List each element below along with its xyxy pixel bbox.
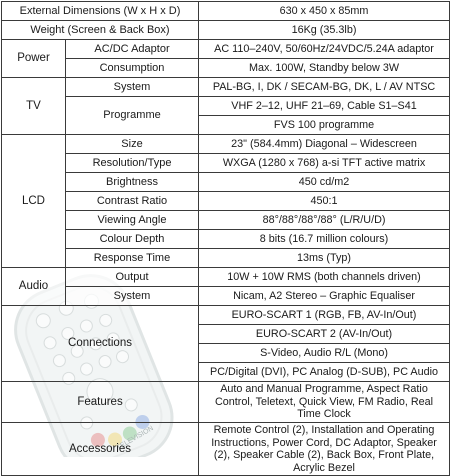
table-row — [2, 2, 450, 21]
spec-label: Size — [66, 135, 199, 154]
spec-value: EURO-SCART 2 (AV-In/Out) — [199, 325, 450, 344]
spec-label: Contrast Ratio — [66, 192, 199, 211]
spec-label: System — [66, 78, 199, 97]
table-row — [2, 40, 450, 59]
table-row — [2, 97, 450, 116]
table-row — [2, 135, 450, 154]
category-tv: TV — [2, 78, 66, 135]
table-row — [2, 192, 450, 211]
spec-label: Weight (Screen & Back Box) — [2, 21, 199, 40]
spec-label: Programme — [66, 97, 199, 135]
category-power: Power — [2, 40, 66, 78]
category-connections: Connections — [2, 306, 199, 382]
table-row — [2, 287, 450, 306]
spec-value: Max. 100W, Standby below 3W — [199, 59, 450, 78]
table-row — [2, 306, 450, 325]
table-row — [2, 382, 450, 423]
spec-value: Remote Control (2), Installation and Operating Instructions, Power Cord, DC Adaptor, Speaker (2), Speaker Cable (2), Back Box, Front Plate, Acrylic Bezel — [199, 423, 450, 476]
spec-label: Output — [66, 268, 199, 287]
category-accessories: Accessories — [2, 423, 199, 476]
table-row — [2, 78, 450, 97]
spec-label: Brightness — [66, 173, 199, 192]
table-row — [2, 268, 450, 287]
spec-label: System — [66, 287, 199, 306]
spec-value: S-Video, Audio R/L (Mono) — [199, 344, 450, 363]
spec-value: AC 110–240V, 50/60Hz/24VDC/5.24A adaptor — [199, 40, 450, 59]
table-row — [2, 154, 450, 173]
spec-value: 450 cd/m2 — [199, 173, 450, 192]
spec-label: Response Time — [66, 249, 199, 268]
spec-table — [1, 1, 450, 476]
spec-value: FVS 100 programme — [199, 116, 450, 135]
table-row — [2, 59, 450, 78]
spec-value: PAL-BG, I, DK / SECAM-BG, DK, L / AV NTSC — [199, 78, 450, 97]
spec-label: External Dimensions (W x H x D) — [2, 2, 199, 21]
spec-label: Viewing Angle — [66, 211, 199, 230]
table-row — [2, 230, 450, 249]
spec-value: EURO-SCART 1 (RGB, FB, AV-In/Out) — [199, 306, 450, 325]
spec-value: 13ms (Typ) — [199, 249, 450, 268]
spec-label: Consumption — [66, 59, 199, 78]
spec-value: VHF 2–12, UHF 21–69, Cable S1–S41 — [199, 97, 450, 116]
spec-value: Nicam, A2 Stereo – Graphic Equaliser — [199, 287, 450, 306]
spec-value: 88°/88°/88°/88° (L/R/U/D) — [199, 211, 450, 230]
table-row — [2, 249, 450, 268]
spec-value: 630 x 450 x 85mm — [199, 2, 450, 21]
spec-value: WXGA (1280 x 768) a-si TFT active matrix — [199, 154, 450, 173]
table-row — [2, 423, 450, 476]
category-features: Features — [2, 382, 199, 423]
spec-label: Colour Depth — [66, 230, 199, 249]
spec-value: 23" (584.4mm) Diagonal – Widescreen — [199, 135, 450, 154]
spec-value: Auto and Manual Programme, Aspect Ratio Control, Teletext, Quick View, FM Radio, Real Time Clock — [199, 382, 450, 423]
category-audio: Audio — [2, 268, 66, 306]
watermark-brand-text: TELEVISION — [115, 425, 155, 452]
spec-value: PC/Digital (DVI), PC Analog (D-SUB), PC Audio — [199, 363, 450, 382]
spec-value: 16Kg (35.3lb) — [199, 21, 450, 40]
spec-value: 8 bits (16.7 million colours) — [199, 230, 450, 249]
table-row — [2, 173, 450, 192]
spec-value: 10W + 10W RMS (both channels driven) — [199, 268, 450, 287]
spec-value: 450:1 — [199, 192, 450, 211]
table-row — [2, 211, 450, 230]
table-row — [2, 21, 450, 40]
category-lcd: LCD — [2, 135, 66, 268]
spec-label: AC/DC Adaptor — [66, 40, 199, 59]
spec-label: Resolution/Type — [66, 154, 199, 173]
